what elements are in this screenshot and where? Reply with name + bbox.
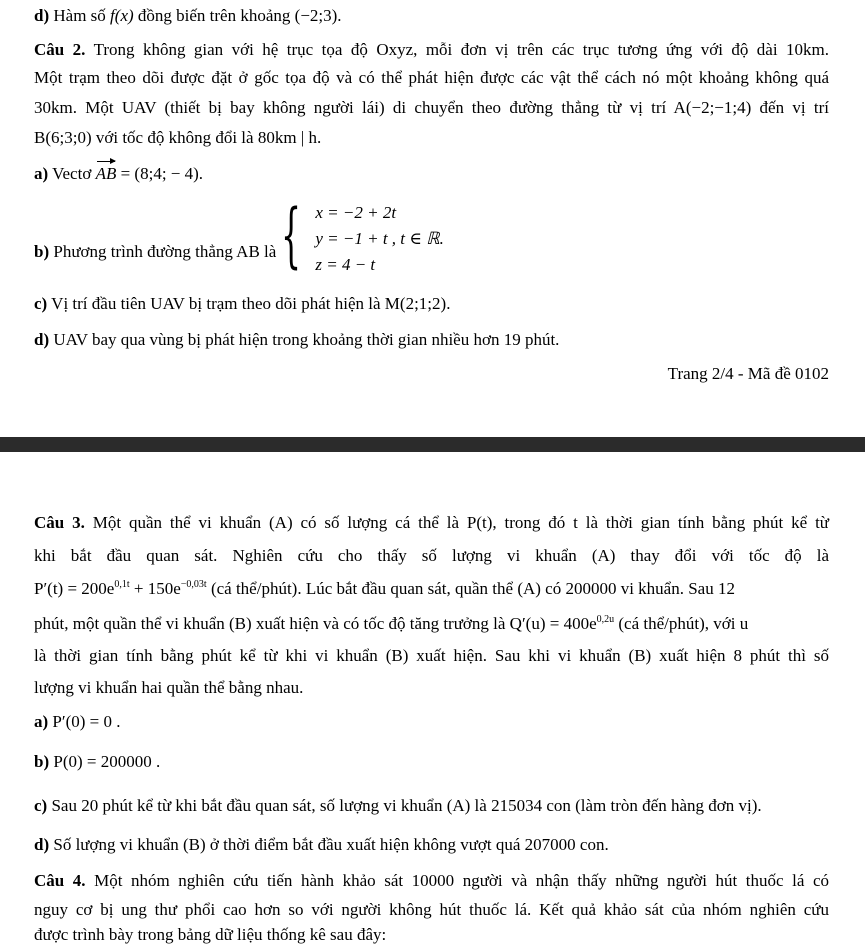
q3-line-6 [34, 677, 829, 699]
q4-line-2 [34, 899, 829, 921]
q2-line-3 [34, 97, 829, 119]
q3-line-3 [34, 578, 829, 600]
vector-ab: AB [95, 164, 117, 183]
option-text: Phương trình đường thẳng AB là [49, 242, 277, 261]
option-text: Hàm số [49, 6, 111, 25]
option-text: P(0) = 200000 . [49, 752, 161, 771]
q4-line-3 [34, 924, 829, 946]
q2-option-c [34, 293, 829, 315]
q1-option-d [34, 5, 829, 27]
option-label: d) [34, 6, 50, 25]
q2-option-b [34, 194, 829, 278]
option-label: a) [34, 712, 49, 731]
q3-option-c [34, 795, 829, 817]
page-divider [0, 437, 865, 452]
math-f: f [110, 6, 115, 25]
q3-option-a [34, 711, 829, 733]
math-x: (x) [114, 6, 134, 25]
option-text: Vectơ [48, 164, 96, 183]
q2-option-d [34, 329, 829, 351]
q3-line-1 [34, 512, 829, 534]
question-label: Câu 2. [34, 40, 86, 59]
punctuation: . [337, 6, 342, 25]
option-label: d) [34, 330, 50, 349]
option-label: c) [34, 294, 48, 313]
equation-z: z = 4 − t [315, 255, 376, 274]
question-text: Một trạm theo dõi được đặt ở gốc tọa độ và có thể phát hiện được các vật thể cách nó một khoảng không quá [34, 68, 829, 87]
question-text: (cá thể/phút). Lúc bắt đầu quan sát, quần thể (A) có 200000 vi khuẩn. Sau 12 [206, 579, 735, 598]
page-footer: Trang 2/4 - Mã đề 0102 [667, 364, 829, 383]
question-text: Một nhóm nghiên cứu tiến hành khảo sát 10000 người và nhận thấy những người hút thuốc lá có [85, 871, 829, 890]
question-text: Một quần thể vi khuẩn (A) có số lượng cá thể là P(t), trong đó t là thời gian tính bằng phút kể từ [84, 513, 830, 532]
math-derivative-p: P′(t) = 200e [34, 579, 115, 598]
option-text: UAV bay qua vùng bị phát hiện trong khoảng thời gian nhiều hơn 19 phút. [49, 330, 560, 349]
option-text: P′(0) = 0 . [48, 712, 121, 731]
q3-option-d [34, 834, 829, 856]
question-text: lượng vi khuẩn hai quần thể bằng nhau. [34, 678, 304, 697]
q2-option-a [34, 163, 829, 185]
question-text: B(6;3;0) với tốc độ không đổi là 80km | h. [34, 128, 322, 147]
q2-line-2 [34, 67, 829, 89]
question-text: nguy cơ bị ung thư phổi cao hơn so với người không hút thuốc lá. Kết quả khảo sát của nhóm nghiên cứu [34, 900, 829, 919]
math-term: + 150e [129, 579, 181, 598]
q4-line-1 [34, 870, 829, 892]
option-label: b) [34, 242, 50, 261]
question-text: Trong không gian với hệ trục tọa độ Oxyz, mỗi đơn vị trên các trục tương ứng với độ dài 10km. [85, 40, 829, 59]
option-text: đồng biến trên khoảng [133, 6, 295, 25]
q3-line-2 [34, 545, 829, 567]
question-text: được trình bày trong bảng dữ liệu thống kê sau đây: [34, 925, 387, 944]
option-label: c) [34, 796, 48, 815]
q2-line-1 [34, 39, 829, 61]
option-text: Sau 20 phút kể từ khi bắt đầu quan sát, số lượng vi khuẩn (A) là 215034 con (làm tròn đến hàng đơn vị). [47, 796, 762, 815]
option-label: d) [34, 835, 50, 854]
exponent: 0,1t [114, 579, 130, 590]
q2-line-4 [34, 127, 829, 149]
option-text: Số lượng vi khuẩn (B) ở thời điểm bắt đầu xuất hiện không vượt quá 207000 con. [49, 835, 609, 854]
option-label: b) [34, 752, 50, 771]
question-label: Câu 3. [34, 513, 85, 532]
exponent: −0,03t [180, 579, 207, 590]
q3-line-4 [34, 613, 829, 635]
equation-y: y = −1 + t , t ∈ ℝ. [315, 229, 444, 248]
question-text: (cá thể/phút), với u [614, 614, 749, 633]
option-text: = (8;4; − 4). [116, 164, 204, 183]
equation-system [280, 194, 444, 278]
q3-option-b [34, 751, 829, 773]
question-text: là thời gian tính bằng phút kể từ khi vi khuẩn (B) xuất hiện. Sau khi vi khuẩn (B) xuất hiện 8 phút thì số [34, 646, 829, 665]
math-interval: (−2;3) [294, 6, 338, 25]
question-label: Câu 4. [34, 871, 86, 890]
q3-line-5 [34, 645, 829, 667]
option-text: Vị trí đầu tiên UAV bị trạm theo dõi phát hiện là M(2;1;2). [47, 294, 451, 313]
question-text: khi bắt đầu quan sát. Nghiên cứu cho thấy số lượng vi khuẩn (A) thay đổi với tốc độ là [34, 546, 829, 565]
exponent: 0,2u [596, 614, 615, 625]
equation-x: x = −2 + 2t [315, 203, 397, 222]
option-label: a) [34, 164, 49, 183]
left-brace-icon: { [280, 194, 301, 276]
question-text: 30km. Một UAV (thiết bị bay không người lái) di chuyển theo đường thẳng từ vị trí A(−2;−1;4) đến vị trí [34, 98, 829, 117]
question-text: phút, một quần thể vi khuẩn (B) xuất hiện và có tốc độ tăng trưởng là Q′(u) = 400e [34, 614, 597, 633]
